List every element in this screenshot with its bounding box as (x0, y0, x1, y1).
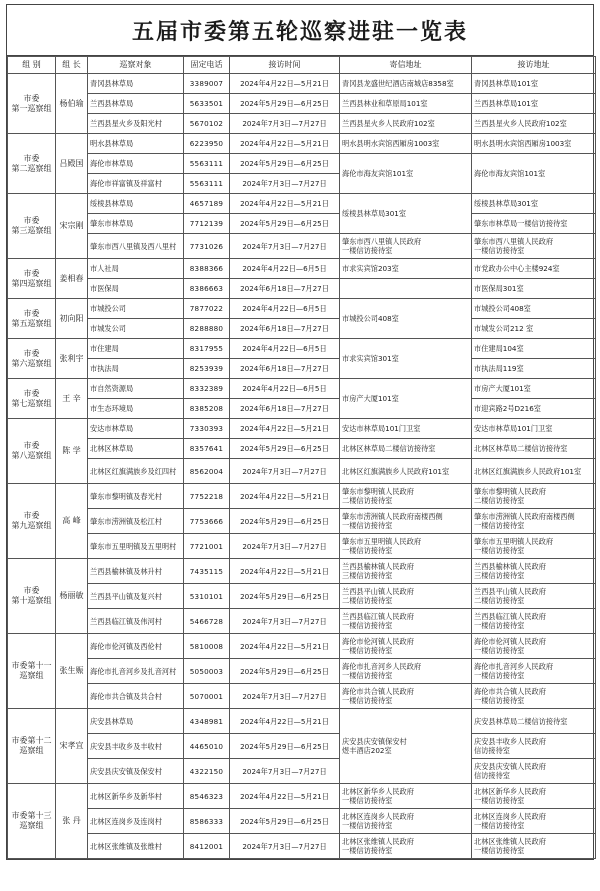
phone-cell: 7731026 (184, 234, 230, 259)
phone-cell: 5563111 (184, 174, 230, 194)
group-name-cell: 市委第十二 巡察组 (8, 709, 56, 784)
visit-address-cell: 肇东市西八里镇人民政府 一楼信访接待室 (472, 234, 596, 259)
time-cell: 2024年4月22日—6月5日 (230, 259, 340, 279)
phone-cell: 5633501 (184, 94, 230, 114)
mail-address-cell: 肇东市西八里镇人民政府 一楼信访接待室 (340, 234, 472, 259)
time-cell: 2024年5月29日—6月25日 (230, 734, 340, 759)
visit-address-cell: 海伦市共合镇人民政府 一楼信访接待室 (472, 684, 596, 709)
time-cell: 2024年4月22日—5月21日 (230, 419, 340, 439)
object-cell: 兰西县临江镇及伟河村 (88, 609, 184, 634)
time-cell: 2024年7月3日—7月27日 (230, 609, 340, 634)
object-cell: 市住建局 (88, 339, 184, 359)
phone-cell: 8385208 (184, 399, 230, 419)
time-cell: 2024年4月22日—5月21日 (230, 194, 340, 214)
header-group: 组 别 (8, 57, 56, 74)
time-cell: 2024年7月3日—7月27日 (230, 459, 340, 484)
table-row (8, 509, 596, 534)
visit-address-cell: 兰西县榆林镇人民政府 三楼信访接待室 (472, 559, 596, 584)
mail-address-cell: 兰西县星火乡人民政府102室 (340, 114, 472, 134)
mail-address-cell: 市房产大厦101室 (340, 379, 472, 419)
table-row (8, 659, 596, 684)
object-cell: 兰西县林草局 (88, 94, 184, 114)
group-leader-cell: 杨伯瑜 (56, 74, 88, 134)
visit-address-cell: 市党政办公中心主楼924室 (472, 259, 596, 279)
visit-address-cell: 兰西县临江镇人民政府 一楼信访接待室 (472, 609, 596, 634)
time-cell: 2024年5月29日—6月25日 (230, 809, 340, 834)
visit-address-cell: 北林区张维镇人民政府 一楼信访接待室 (472, 834, 596, 859)
visit-address-cell: 北林区林草局二楼信访接待室 (472, 439, 596, 459)
time-cell: 2024年5月29日—6月25日 (230, 94, 340, 114)
header-time: 接访时间 (230, 57, 340, 74)
visit-address-cell: 肇东市五里明镇人民政府 一楼信访接待室 (472, 534, 596, 559)
group-leader-cell: 吕殿国 (56, 134, 88, 194)
inspection-table-sheet (6, 4, 594, 860)
mail-address-cell: 兰西县平山镇人民政府 二楼信访接待室 (340, 584, 472, 609)
group-name-cell: 市委第十一 巡察组 (8, 634, 56, 709)
object-cell: 绥棱县林草局 (88, 194, 184, 214)
mail-address-cell: 海伦市伦河镇人民政府 一楼信访接待室 (340, 634, 472, 659)
table-row (8, 319, 596, 339)
mail-address-cell: 市求实宾馆203室 (340, 259, 472, 279)
phone-cell: 7330393 (184, 419, 230, 439)
visit-address-cell: 海伦市扎音河乡人民政府 一楼信访接待室 (472, 659, 596, 684)
visit-address-cell: 明水县明水宾馆西厢房1003室 (472, 134, 596, 154)
phone-cell: 8332389 (184, 379, 230, 399)
visit-address-cell: 兰西县平山镇人民政府 二楼信访接待室 (472, 584, 596, 609)
phone-cell: 5670102 (184, 114, 230, 134)
mail-address-cell: 安达市林草局101门卫室 (340, 419, 472, 439)
mail-address-cell: 北林区连岗乡人民政府 一楼信访接待室 (340, 809, 472, 834)
mail-address-cell: 海伦市海友宾馆101室 (340, 154, 472, 194)
time-cell: 2024年4月22日—5月21日 (230, 74, 340, 94)
visit-address-cell: 兰西县林草局101室 (472, 94, 596, 114)
object-cell: 北林区林草局 (88, 439, 184, 459)
mail-address-cell: 兰西县林业和草原局101室 (340, 94, 472, 114)
group-name-cell: 市委 第八巡察组 (8, 419, 56, 484)
table-row (8, 134, 596, 154)
inspection-table (7, 56, 596, 859)
table-row (8, 114, 596, 134)
phone-cell: 7712139 (184, 214, 230, 234)
mail-address-cell: 绥棱县林草局301室 (340, 194, 472, 234)
table-row (8, 459, 596, 484)
visit-address-cell: 肇东市涝洲镇人民政府南楼西侧 一楼信访接待室 (472, 509, 596, 534)
phone-cell: 3389007 (184, 74, 230, 94)
object-cell: 兰西县平山镇及复兴村 (88, 584, 184, 609)
phone-cell: 4465010 (184, 734, 230, 759)
phone-cell: 8562004 (184, 459, 230, 484)
group-leader-cell: 陈 学 (56, 419, 88, 484)
table-row (8, 234, 596, 259)
visit-address-cell: 市执法局119室 (472, 359, 596, 379)
object-cell: 海伦市林草局 (88, 154, 184, 174)
object-cell: 海伦市伦河镇及西伦村 (88, 634, 184, 659)
mail-address-cell: 肇东市黎明镇人民政府 二楼信访接待室 (340, 484, 472, 509)
time-cell: 2024年6月18日—7月27日 (230, 319, 340, 339)
object-cell: 兰西县星火乡及阳光村 (88, 114, 184, 134)
mail-address-cell: 明水县明水宾馆西厢房1003室 (340, 134, 472, 154)
table-row (8, 534, 596, 559)
visit-address-cell: 海伦市海友宾馆101室 (472, 154, 596, 194)
time-cell: 2024年5月29日—6月25日 (230, 509, 340, 534)
mail-address-cell: 兰西县榆林镇人民政府 三楼信访接待室 (340, 559, 472, 584)
visit-address-cell: 肇东市黎明镇人民政府 二楼信访接待室 (472, 484, 596, 509)
phone-cell: 5050003 (184, 659, 230, 684)
phone-cell: 8288880 (184, 319, 230, 339)
table-row (8, 684, 596, 709)
mail-address-cell: 市求实宾馆301室 (340, 339, 472, 379)
phone-cell: 7752218 (184, 484, 230, 509)
header-mail-address: 寄信地址 (340, 57, 472, 74)
object-cell: 海伦市祥富镇及祥富村 (88, 174, 184, 194)
mail-address-cell: 北林区新华乡人民政府 一楼信访接待室 (340, 784, 472, 809)
time-cell: 2024年4月22日—5月21日 (230, 559, 340, 584)
mail-address-cell: 肇东市涝洲镇人民政府南楼西侧 一楼信访接待室 (340, 509, 472, 534)
visit-address-cell: 兰西县星火乡人民政府102室 (472, 114, 596, 134)
mail-address-cell: 肇东市五里明镇人民政府 一楼信访接待室 (340, 534, 472, 559)
time-cell: 2024年4月22日—5月21日 (230, 784, 340, 809)
group-name-cell: 市委 第六巡察组 (8, 339, 56, 379)
group-name-cell: 市委 第四巡察组 (8, 259, 56, 299)
visit-address-cell: 绥棱县林草局301室 (472, 194, 596, 214)
phone-cell: 6223950 (184, 134, 230, 154)
table-row (8, 734, 596, 759)
mail-address-cell (340, 279, 472, 299)
object-cell: 庆安县丰收乡及丰收村 (88, 734, 184, 759)
mail-address-cell: 庆安县庆安镇保安村 煜丰酒店202室 (340, 709, 472, 784)
time-cell: 2024年7月3日—7月27日 (230, 234, 340, 259)
time-cell: 2024年5月29日—6月25日 (230, 154, 340, 174)
object-cell: 市医保局 (88, 279, 184, 299)
visit-address-cell: 市城投公司408室 (472, 299, 596, 319)
time-cell: 2024年4月22日—6月5日 (230, 379, 340, 399)
table-row (8, 834, 596, 859)
visit-address-cell: 北林区新华乡人民政府 一楼信访接待室 (472, 784, 596, 809)
time-cell: 2024年7月3日—7月27日 (230, 174, 340, 194)
group-leader-cell: 宋孝宜 (56, 709, 88, 784)
object-cell: 北林区新华乡及新华村 (88, 784, 184, 809)
object-cell: 兰西县榆林镇及林升村 (88, 559, 184, 584)
phone-cell: 8357641 (184, 439, 230, 459)
phone-cell: 8388366 (184, 259, 230, 279)
time-cell: 2024年4月22日—6月5日 (230, 299, 340, 319)
phone-cell: 5466728 (184, 609, 230, 634)
mail-address-cell: 北林区林草局二楼信访接待室 (340, 439, 472, 459)
time-cell: 2024年4月22日—5月21日 (230, 709, 340, 734)
time-cell: 2024年4月22日—5月21日 (230, 134, 340, 154)
object-cell: 庆安县林草局 (88, 709, 184, 734)
table-row (8, 194, 596, 214)
table-row (8, 379, 596, 399)
object-cell: 肇东市涝洲镇及松江村 (88, 509, 184, 534)
object-cell: 北林区连岗乡及连岗村 (88, 809, 184, 834)
time-cell: 2024年5月29日—6月25日 (230, 214, 340, 234)
object-cell: 明水县林草局 (88, 134, 184, 154)
time-cell: 2024年5月29日—6月25日 (230, 584, 340, 609)
phone-cell: 8386663 (184, 279, 230, 299)
visit-address-cell: 北林区红旗满族乡人民政府101室 (472, 459, 596, 484)
visit-address-cell: 庆安县庆安镇人民政府 信访接待室 (472, 759, 596, 784)
visit-address-cell: 市迎宾路2号D216室 (472, 399, 596, 419)
visit-address-cell: 市房产大厦101室 (472, 379, 596, 399)
header-phone: 固定电话 (184, 57, 230, 74)
group-name-cell: 市委第十三 巡察组 (8, 784, 56, 859)
object-cell: 北林区张维镇及张维村 (88, 834, 184, 859)
group-name-cell: 市委 第十巡察组 (8, 559, 56, 634)
table-row (8, 809, 596, 834)
phone-cell: 8412001 (184, 834, 230, 859)
visit-address-cell: 庆安县丰收乡人民政府 信访接待室 (472, 734, 596, 759)
phone-cell: 5810008 (184, 634, 230, 659)
phone-cell: 5070001 (184, 684, 230, 709)
table-row (8, 359, 596, 379)
object-cell: 海伦市扎音河乡及扎音河村 (88, 659, 184, 684)
phone-cell: 4322150 (184, 759, 230, 784)
phone-cell: 7753666 (184, 509, 230, 534)
table-row (8, 279, 596, 299)
table-row (8, 709, 596, 734)
group-leader-cell: 姜相春 (56, 259, 88, 299)
time-cell: 2024年4月22日—6月5日 (230, 339, 340, 359)
table-row (8, 154, 596, 174)
table-row (8, 559, 596, 584)
table-row (8, 484, 596, 509)
header-visit-address: 接访地址 (472, 57, 596, 74)
group-leader-cell: 王 辛 (56, 379, 88, 419)
object-cell: 肇东市西八里镇及西八里村 (88, 234, 184, 259)
table-row (8, 299, 596, 319)
group-leader-cell: 张利宇 (56, 339, 88, 379)
phone-cell: 7435115 (184, 559, 230, 584)
object-cell: 海伦市共合镇及共合村 (88, 684, 184, 709)
visit-address-cell: 青冈县林草局101室 (472, 74, 596, 94)
group-name-cell: 市委 第九巡察组 (8, 484, 56, 559)
page-title: 五届市委第五轮巡察进驻一览表 (7, 5, 593, 56)
table-row (8, 339, 596, 359)
object-cell: 庆安县庆安镇及保安村 (88, 759, 184, 784)
time-cell: 2024年6月18日—7月27日 (230, 279, 340, 299)
header-object: 巡察对象 (88, 57, 184, 74)
time-cell: 2024年4月22日—5月21日 (230, 634, 340, 659)
object-cell: 北林区红旗满族乡及红四村 (88, 459, 184, 484)
phone-cell: 8586333 (184, 809, 230, 834)
phone-cell: 8253939 (184, 359, 230, 379)
group-name-cell: 市委 第三巡察组 (8, 194, 56, 259)
time-cell: 2024年7月3日—7月27日 (230, 759, 340, 784)
visit-address-cell: 肇东市林草局一楼信访接待室 (472, 214, 596, 234)
mail-address-cell: 兰西县临江镇人民政府 一楼信访接待室 (340, 609, 472, 634)
table-row (8, 94, 596, 114)
mail-address-cell: 海伦市扎音河乡人民政府 一楼信访接待室 (340, 659, 472, 684)
mail-address-cell: 北林区张维镇人民政府 一楼信访接待室 (340, 834, 472, 859)
visit-address-cell: 市住建局104室 (472, 339, 596, 359)
time-cell: 2024年7月3日—7月27日 (230, 834, 340, 859)
phone-cell: 8317955 (184, 339, 230, 359)
group-name-cell: 市委 第七巡察组 (8, 379, 56, 419)
mail-address-cell: 青冈县龙盛世纪酒店南城店8358室 (340, 74, 472, 94)
object-cell: 青冈县林草局 (88, 74, 184, 94)
time-cell: 2024年5月29日—6月25日 (230, 659, 340, 684)
table-row (8, 214, 596, 234)
visit-address-cell: 庆安县林草局二楼信访接待室 (472, 709, 596, 734)
visit-address-cell: 市医保局301室 (472, 279, 596, 299)
table-row (8, 759, 596, 784)
group-leader-cell: 宋宗刚 (56, 194, 88, 259)
time-cell: 2024年7月3日—7月27日 (230, 114, 340, 134)
object-cell: 肇东市五里明镇及五里明村 (88, 534, 184, 559)
group-leader-cell: 张 丹 (56, 784, 88, 859)
table-row (8, 634, 596, 659)
table-row (8, 74, 596, 94)
mail-address-cell: 北林区红旗满族乡人民政府101室 (340, 459, 472, 484)
table-row (8, 259, 596, 279)
group-name-cell: 市委 第五巡察组 (8, 299, 56, 339)
time-cell: 2024年7月3日—7月27日 (230, 684, 340, 709)
object-cell: 市自然资源局 (88, 379, 184, 399)
phone-cell: 4348981 (184, 709, 230, 734)
table-row (8, 439, 596, 459)
table-row (8, 609, 596, 634)
group-leader-cell: 杨丽敏 (56, 559, 88, 634)
table-row (8, 784, 596, 809)
time-cell: 2024年6月18日—7月27日 (230, 399, 340, 419)
time-cell: 2024年7月3日—7月27日 (230, 534, 340, 559)
group-leader-cell: 高 峰 (56, 484, 88, 559)
phone-cell: 4657189 (184, 194, 230, 214)
object-cell: 市人社局 (88, 259, 184, 279)
object-cell: 市执法局 (88, 359, 184, 379)
table-row (8, 399, 596, 419)
time-cell: 2024年5月29日—6月25日 (230, 439, 340, 459)
phone-cell: 5310101 (184, 584, 230, 609)
visit-address-cell: 市城发公司212 室 (472, 319, 596, 339)
phone-cell: 7721001 (184, 534, 230, 559)
table-row (8, 419, 596, 439)
group-name-cell: 市委 第二巡察组 (8, 134, 56, 194)
phone-cell: 5563111 (184, 154, 230, 174)
time-cell: 2024年4月22日—5月21日 (230, 484, 340, 509)
visit-address-cell: 海伦市伦河镇人民政府 一楼信访接待室 (472, 634, 596, 659)
group-leader-cell: 初向阳 (56, 299, 88, 339)
visit-address-cell: 安达市林草局101门卫室 (472, 419, 596, 439)
table-row (8, 584, 596, 609)
object-cell: 肇东市黎明镇及春光村 (88, 484, 184, 509)
phone-cell: 8546323 (184, 784, 230, 809)
table-header-row (8, 57, 596, 74)
group-name-cell: 市委 第一巡察组 (8, 74, 56, 134)
object-cell: 市生态环境局 (88, 399, 184, 419)
object-cell: 安达市林草局 (88, 419, 184, 439)
object-cell: 市城发公司 (88, 319, 184, 339)
mail-address-cell: 市城投公司408室 (340, 299, 472, 339)
object-cell: 市城投公司 (88, 299, 184, 319)
object-cell: 肇东市林草局 (88, 214, 184, 234)
visit-address-cell: 北林区连岗乡人民政府 一楼信访接待室 (472, 809, 596, 834)
phone-cell: 7877022 (184, 299, 230, 319)
mail-address-cell: 海伦市共合镇人民政府 一楼信访接待室 (340, 684, 472, 709)
header-leader: 组 长 (56, 57, 88, 74)
time-cell: 2024年6月18日—7月27日 (230, 359, 340, 379)
group-leader-cell: 张生赈 (56, 634, 88, 709)
